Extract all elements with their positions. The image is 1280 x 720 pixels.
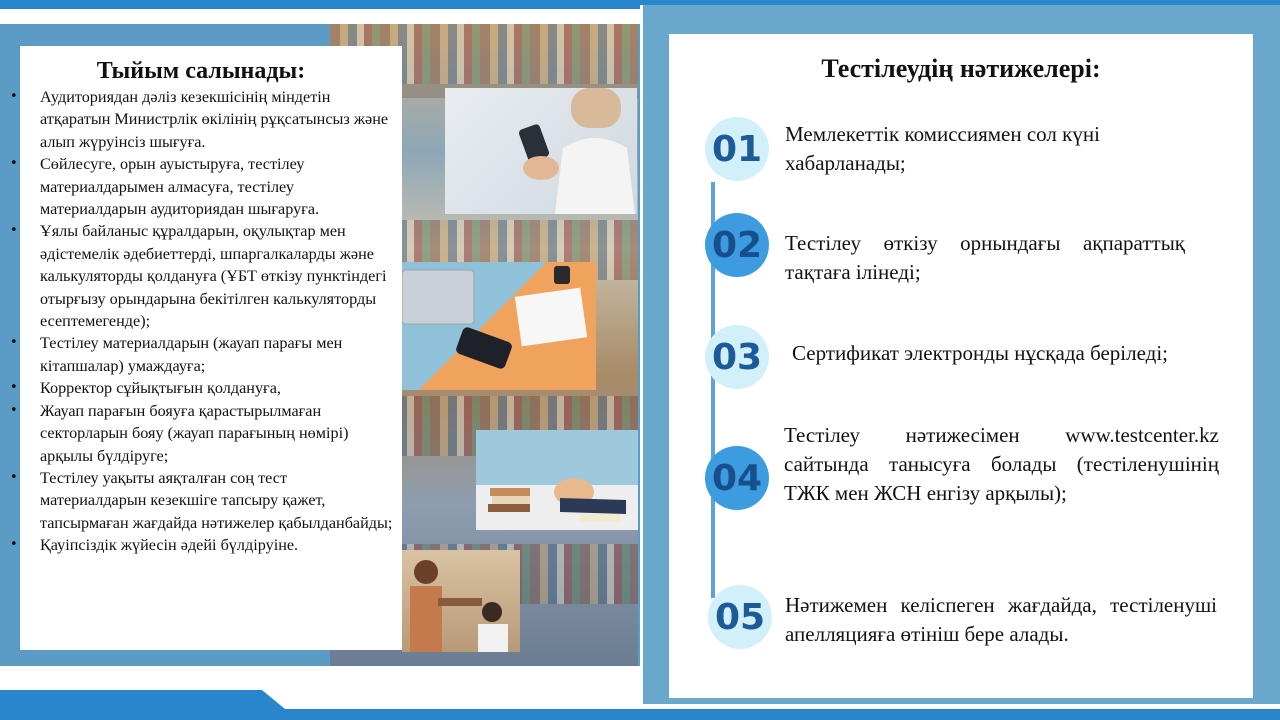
rule-item: • Тестілеу материалдарын (жауап парағы мен кітапшалар) умаждауға; [10, 332, 396, 377]
step-text: Тестілеу нәтижесімен www.testcenter.kz сайтында танысуға болады (тестіленушінің ТЖК мен ЖСН енгізу арқылы); [784, 423, 1219, 505]
step-number-badge: 04 [705, 446, 769, 510]
photo-handshake [402, 550, 520, 652]
rule-item: • Аудиториядан дәліз кезекшісінің міндетін атқаратын Министрлік өкілінің рұқсатынсыз және алып жүруінсіз шығуға. [10, 86, 396, 153]
prohibited-title: Тыйым салынады: [96, 58, 306, 84]
rule-item: • Жауап парағын бояуға қарастырылмаған секторларын бояу (жауап парағының нөмірі) арқылы бүлдіруге; [10, 400, 396, 467]
rule-item: • Ұялы байланыс құралдарын, оқулықтар мен әдістемелік әдебиеттерді, шпаргалкаларды және калькуляторды қолдануға (ҰБТ өткізу пунктіндегі отырғызу орындарына бекітілген калькуляторды есептемегенде); [10, 220, 396, 332]
prohibited-rules-list [10, 86, 396, 557]
step-text: Тестілеу өткізу орнындағы ақпараттық тақтаға ілінеді; [785, 231, 1185, 284]
step-number-badge: 03 [705, 325, 769, 389]
step-text: Мемлекеттік комиссиямен сол күні хабарланады; [785, 122, 1100, 175]
photo-person-with-phone [445, 88, 637, 214]
rule-item: • Сөйлесуге, орын ауыстыруға, тестілеу материалдарымен алмасуға, тестілеу материалдарын аудиториядан шығаруға. [10, 153, 396, 220]
photo-desk-with-devices [402, 262, 596, 390]
rule-item: • Қауіпсіздік жүйесін әдейі бүлдіруіне. [10, 534, 396, 556]
step-number-badge: 02 [705, 213, 769, 277]
photo-sleeping-student [476, 430, 638, 530]
step-text: Нәтижемен келіспеген жағдайда, тестіленуші апелляцияға өтініш бере алады. [785, 593, 1217, 646]
step-text: Сертификат электронды нұсқада беріледі; [792, 341, 1169, 365]
bottom-accent-tab [0, 690, 285, 709]
step-number-badge: 01 [705, 117, 769, 181]
rule-item: • Тестілеу уақыты аяқталған соң тест материалдарын кезекшіге тапсыру қажет, тапсырмаған жағдайда нәтижелер қабылданбайды; [10, 467, 396, 534]
bottom-accent-stripe [0, 709, 1280, 720]
step-number-badge: 05 [708, 585, 772, 649]
results-title: Тестілеудің нәтижелері: [821, 54, 1101, 83]
top-accent-stripe [0, 0, 640, 9]
rule-item: • Корректор сұйықтығын қолдануға, [10, 377, 396, 399]
